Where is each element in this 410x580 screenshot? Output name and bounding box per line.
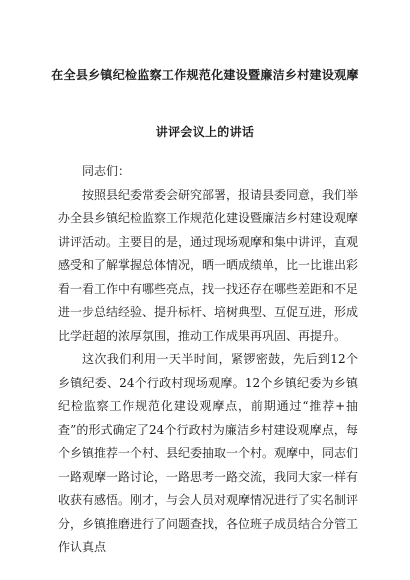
document-title-line-2: 讲评会议上的讲话 <box>155 125 255 139</box>
paragraph-1: 按照县纪委常委会研究部署，报请县委同意，我们举办全县乡镇纪检监察工作规范化建设暨廉洁乡村建设观摩讲评活动。主要目的是，通过现场观摩和集中讲评，直观感受和了解掌握总体情况，晒一晒成绩单，比一比谁出彩看一看工作中有哪些亮点，找一找还存在哪些差距和不足进一步总结经验、提升标杆、培树典型、互促互进，形成比学赶超的浓厚氛围，推动工作成果再巩固、再提升。 <box>58 187 359 343</box>
salutation: 同志们： <box>82 164 131 178</box>
document-body <box>58 160 358 560</box>
document-title-line-1: 在全县乡镇纪检监察工作规范化建设暨廉洁乡村建设观摩 <box>51 68 359 82</box>
paragraph-2: 这次我们利用一天半时间，紧锣密鼓，先后到12个乡镇纪委、24个行政村现场观摩。12个乡镇纪委为乡镇纪检监察工作规范化建设观摩点，前期通过“推荐+抽查”的形式确定了24个行政村为廉洁乡村建设观摩点，每个乡镇推荐一个村、县纪委抽取一个村。观摩中，同志们一路观摩一路讨论，一路思考一路交流，我同大家一样有收获有感悟。刚才，与会人员对观摩情况进行了实名制评分，乡镇推磨进行了问题查找，各位班子成员结合分管工作认真点 <box>58 352 359 554</box>
